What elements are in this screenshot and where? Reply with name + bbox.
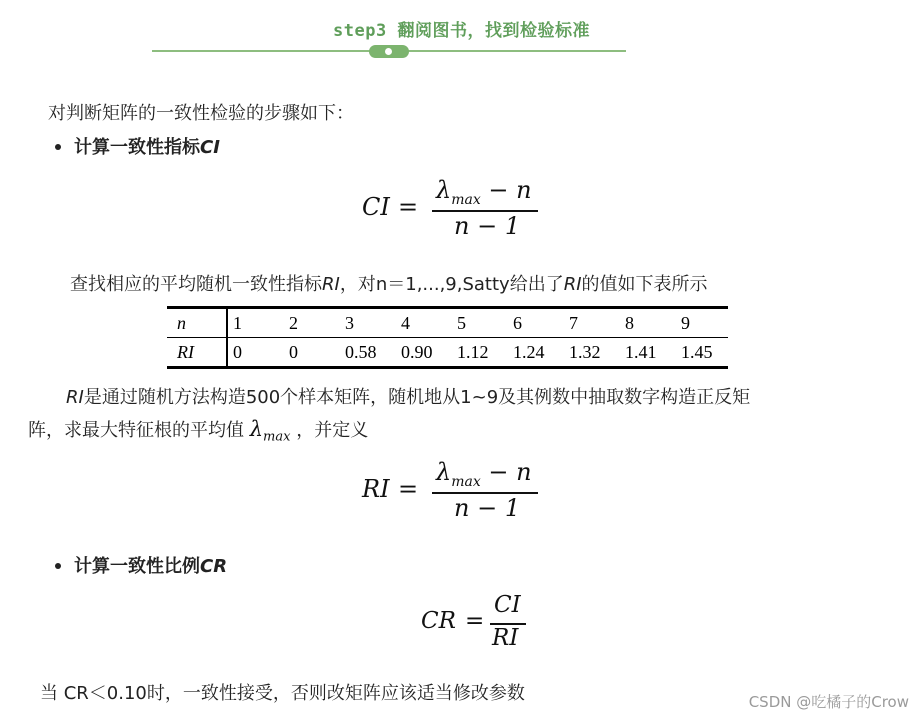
lookup-text bbox=[70, 270, 708, 296]
formula-cr-denominator: RI bbox=[492, 625, 519, 651]
formula-ri-lambda: λ bbox=[436, 458, 452, 486]
formula-ri-equals: = bbox=[398, 475, 419, 503]
lookup-var: RI bbox=[322, 274, 340, 295]
table-cell-n: 4 bbox=[396, 308, 452, 338]
ri-desc-var: RI bbox=[66, 387, 84, 408]
lookup-tail: 的值如下表所示 bbox=[581, 274, 708, 295]
table-row-ri bbox=[167, 338, 728, 368]
table-row-n bbox=[167, 308, 728, 338]
formula-ci-denominator: n − 1 bbox=[454, 212, 521, 240]
lookup-pre: 查找相应的平均随机一致性指标 bbox=[70, 274, 322, 295]
bullet-cr bbox=[74, 552, 227, 578]
table-header-n: n bbox=[167, 308, 227, 338]
formula-ci-numerator bbox=[436, 176, 532, 208]
table-cell-n: 5 bbox=[452, 308, 508, 338]
formula-cr-numerator: CI bbox=[494, 592, 521, 618]
ri-desc-line2-pre: 阵，求最大特征根的平均值 bbox=[28, 420, 250, 441]
table-cell-n: 3 bbox=[340, 308, 396, 338]
csdn-watermark: CSDN @吃橘子的Crow bbox=[748, 693, 909, 711]
table-cell-n: 7 bbox=[564, 308, 620, 338]
section-title: step3 翻阅图书，找到检验标准 bbox=[333, 21, 590, 41]
table-cell-n: 1 bbox=[227, 308, 284, 338]
ri-desc-lambda-sub: max bbox=[263, 429, 291, 445]
lookup-var2: RI bbox=[563, 274, 582, 295]
formula-ri-lhs: RI bbox=[362, 475, 390, 503]
lookup-post: ，对n＝1,...,9,Satty给出了 bbox=[339, 274, 564, 295]
bullet-ci-text: 计算一致性指标 bbox=[74, 137, 200, 158]
formula-ci-lambda-sub: max bbox=[451, 191, 481, 208]
bullet-cr-var: CR bbox=[200, 556, 228, 577]
formula-cr-lhs: CR bbox=[421, 608, 456, 634]
table-cell-ri: 1.12 bbox=[452, 338, 508, 368]
formula-ri-num-rest: − n bbox=[480, 458, 532, 486]
table-cell-n: 6 bbox=[508, 308, 564, 338]
ri-desc-line1 bbox=[66, 383, 750, 409]
formula-ri-lambda-sub: max bbox=[451, 473, 481, 490]
formula-ri-denominator: n − 1 bbox=[454, 494, 521, 522]
table-cell-n: 8 bbox=[620, 308, 676, 338]
table-cell-n: 9 bbox=[676, 308, 728, 338]
table-cell-ri: 0 bbox=[284, 338, 340, 368]
table-cell-n: 2 bbox=[284, 308, 340, 338]
table-header-ri: RI bbox=[167, 338, 227, 368]
table-cell-ri: 0.58 bbox=[340, 338, 396, 368]
ri-desc-line1-text: 是通过随机方法构造500个样本矩阵，随机地从1~9及其例数中抽取数字构造正反矩 bbox=[83, 387, 751, 408]
table-cell-ri: 0.90 bbox=[396, 338, 452, 368]
bullet-ci-var: CI bbox=[200, 137, 220, 158]
formula-ri-numerator bbox=[436, 458, 532, 490]
formula-ci-lhs: CI bbox=[362, 193, 390, 221]
formula-ci-equals: = bbox=[398, 193, 419, 221]
intro-text: 对判断矩阵的一致性检验的步骤如下： bbox=[48, 103, 354, 124]
table-cell-ri: 1.45 bbox=[676, 338, 728, 368]
table-cell-ri: 1.24 bbox=[508, 338, 564, 368]
table-cell-ri: 1.41 bbox=[620, 338, 676, 368]
ri-desc-line2-post: ，并定义 bbox=[290, 420, 369, 441]
table-cell-ri: 1.32 bbox=[564, 338, 620, 368]
bullet-cr-text: 计算一致性比例 bbox=[74, 556, 200, 577]
title-dot-decoration bbox=[385, 48, 392, 55]
conclusion-text: 当 CR＜0.10时，一致性接受，否则改矩阵应该适当修改参数 bbox=[40, 683, 525, 704]
formula-ci-num-rest: − n bbox=[480, 176, 532, 204]
bullet-ci bbox=[74, 133, 220, 159]
formula-cr-equals: = bbox=[465, 608, 485, 634]
formula-ci-lambda: λ bbox=[436, 176, 452, 204]
table-cell-ri: 0 bbox=[227, 338, 284, 368]
bullet-icon bbox=[55, 144, 61, 150]
ri-desc-line2 bbox=[28, 416, 368, 445]
ri-table bbox=[167, 306, 728, 369]
ri-desc-lambda: λ bbox=[249, 417, 264, 441]
bullet-icon bbox=[55, 563, 61, 569]
